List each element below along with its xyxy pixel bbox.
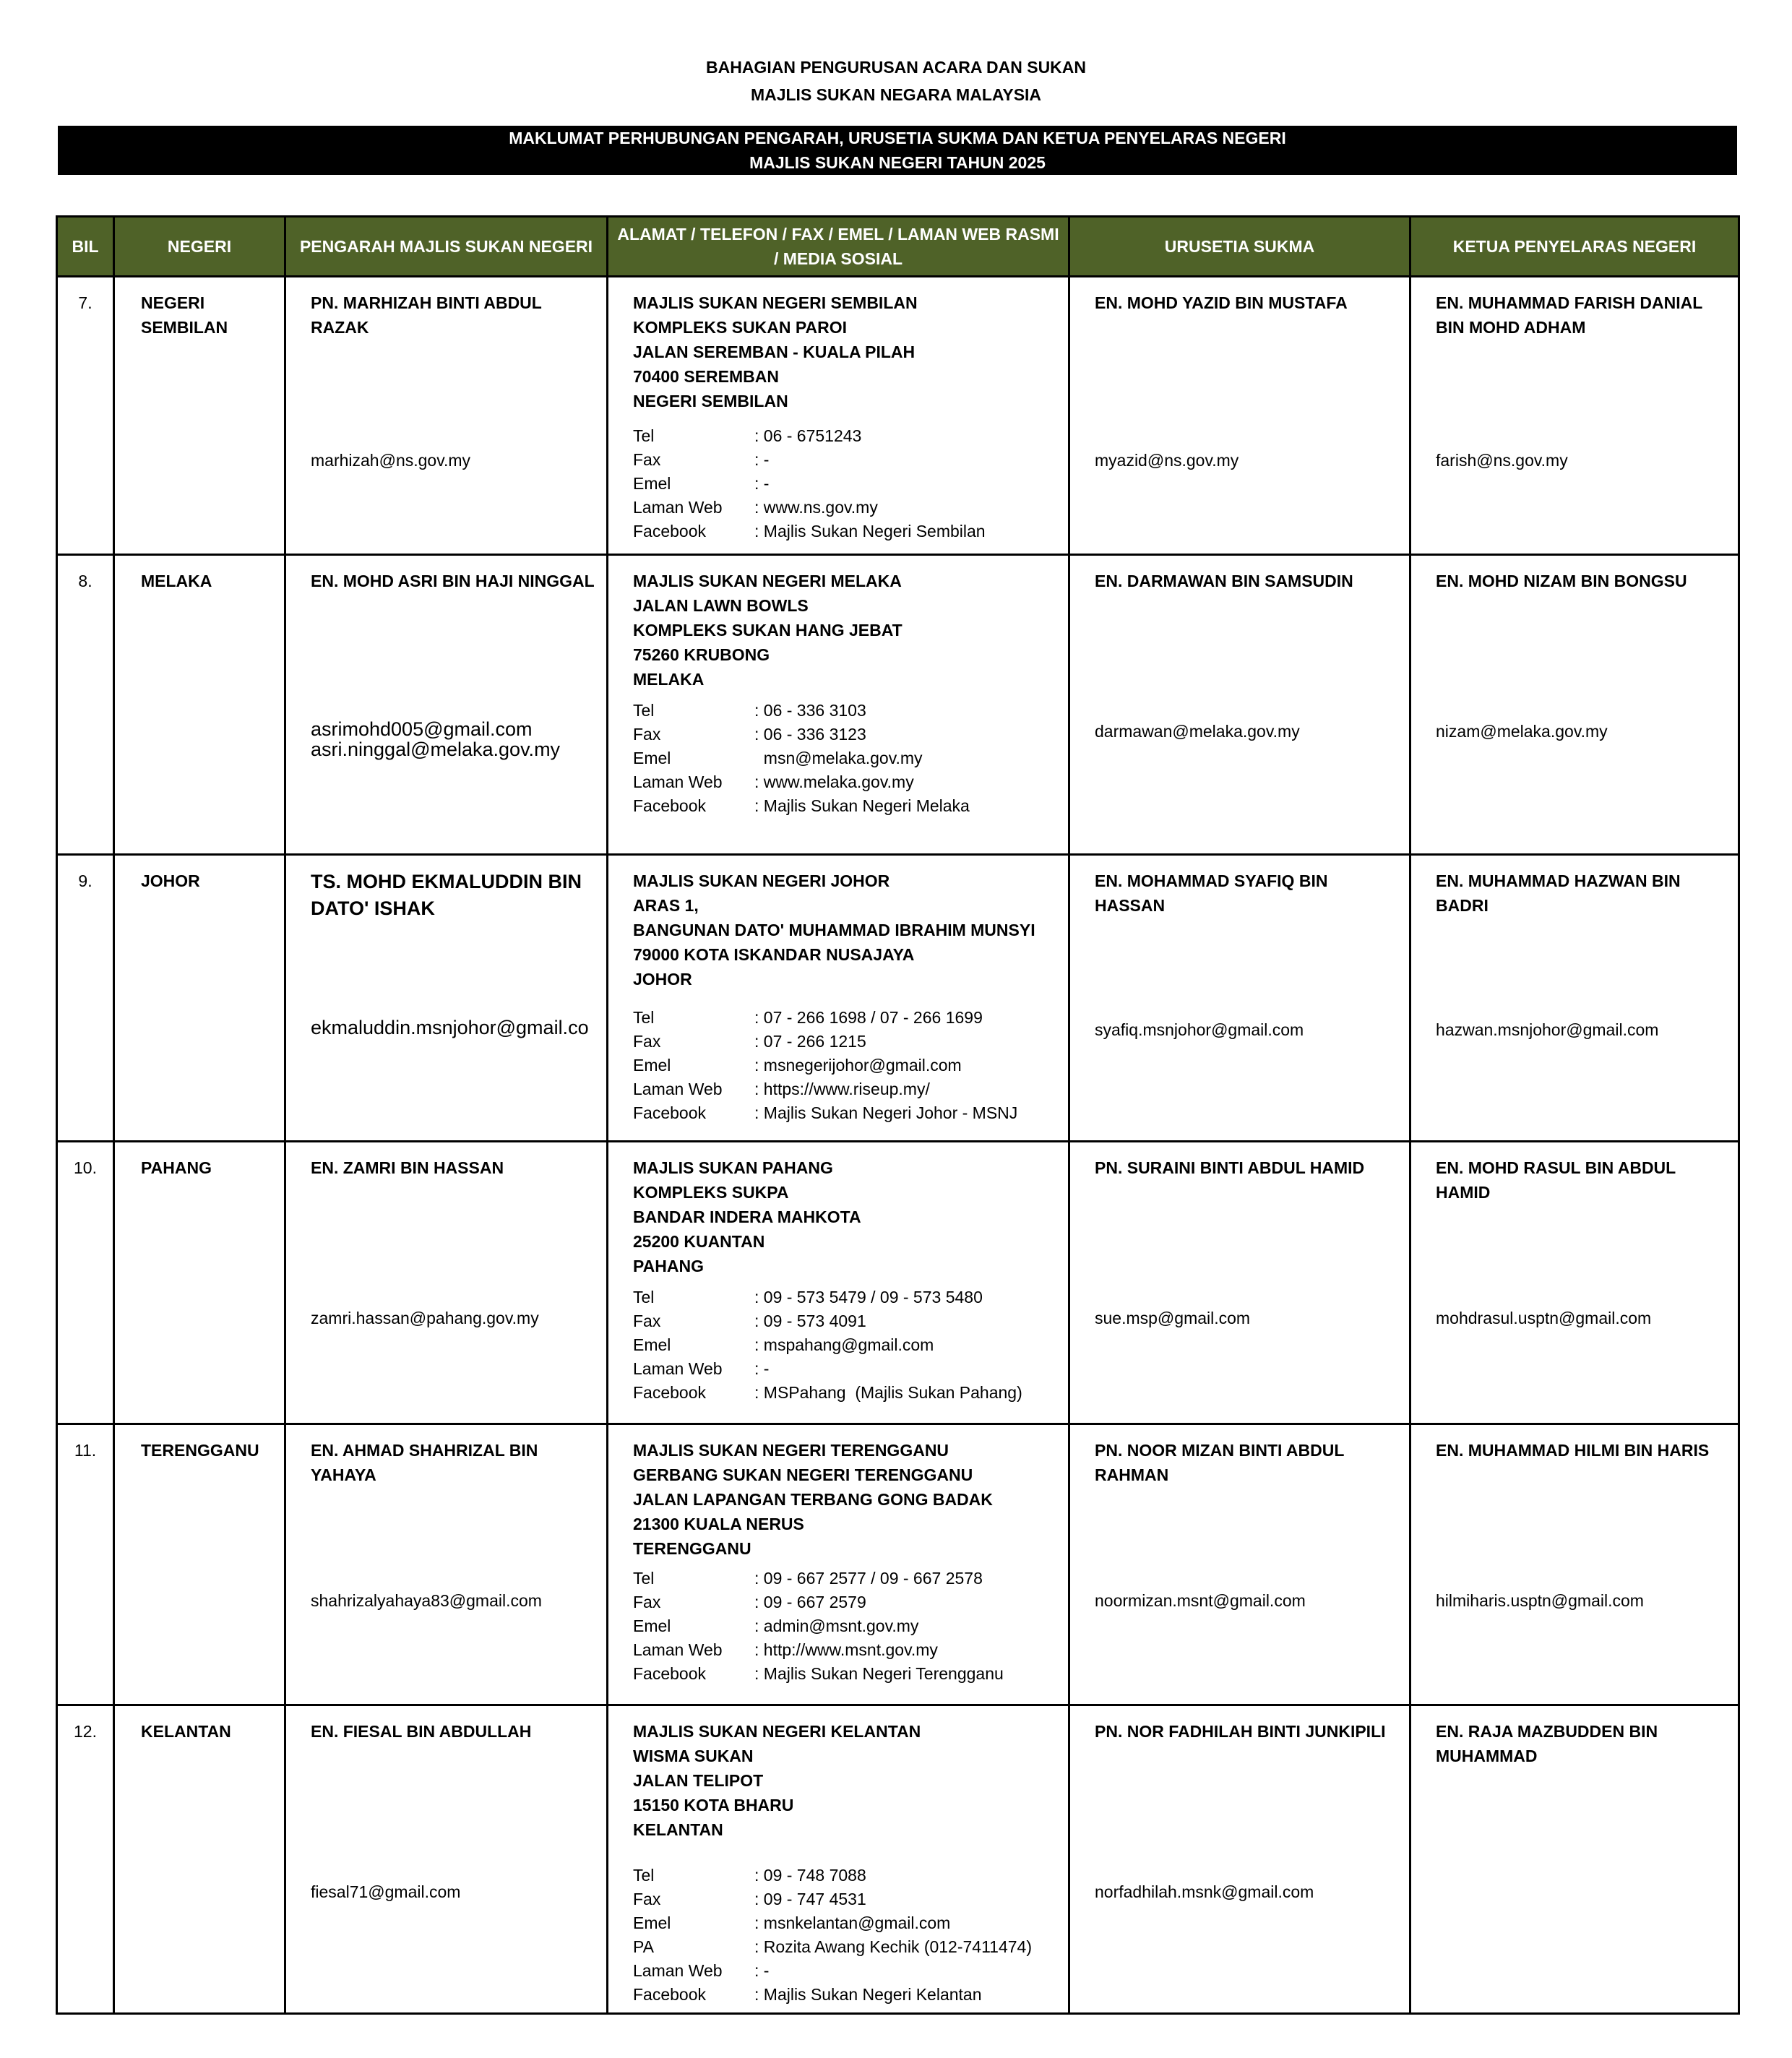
contact-label: Laman Web — [633, 1080, 723, 1098]
cell-ketua — [1410, 1424, 1739, 1705]
secretariat-email[interactable]: darmawan@melaka.gov.my — [1095, 722, 1300, 741]
contact-value[interactable]: : 06 - 336 3123 — [754, 725, 866, 744]
contact-label: Fax — [633, 1593, 661, 1611]
state-name: PAHANG — [141, 1158, 212, 1177]
contact-label: Facebook — [633, 1383, 707, 1402]
secretariat-name: EN. MOHAMMAD SYAFIQ BIN HASSAN — [1095, 871, 1328, 915]
contact-value[interactable]: : MSPahang (Majlis Sukan Pahang) — [754, 1383, 1022, 1402]
contact-row — [633, 1864, 1062, 1887]
coordinator-name: EN. RAJA MAZBUDDEN BIN MUHAMMAD — [1436, 1722, 1658, 1765]
contact-row — [633, 1309, 1062, 1333]
contact-row — [633, 1006, 1062, 1030]
secretariat-email[interactable]: syafiq.msnjohor@gmail.com — [1095, 1020, 1304, 1039]
contact-label: Emel — [633, 1913, 671, 1932]
contact-value[interactable]: : Majlis Sukan Negeri Sembilan — [754, 522, 986, 541]
col-header-pengarah: PENGARAH MAJLIS SUKAN NEGERI — [285, 217, 608, 277]
contact-label: Tel — [633, 1008, 655, 1027]
address-line: 70400 SEREMBAN — [633, 367, 779, 386]
director-name: TS. MOHD EKMALUDDIN BIN DATO' ISHAK — [311, 871, 582, 919]
director-email[interactable]: zamri.hassan@pahang.gov.my — [311, 1309, 539, 1327]
contact-value[interactable]: : 09 - 667 2579 — [754, 1593, 866, 1611]
row-number: 9. — [78, 871, 92, 890]
director-name: PN. MARHIZAH BINTI ABDUL RAZAK — [311, 293, 542, 337]
secretariat-name: PN. NOR FADHILAH BINTI JUNKIPILI — [1095, 1722, 1386, 1741]
contact-label: Fax — [633, 1890, 661, 1908]
row-number: 8. — [78, 572, 92, 590]
contact-row — [633, 723, 1062, 746]
contact-row — [633, 1662, 1062, 1686]
address-line: MELAKA — [633, 670, 705, 689]
address-line: GERBANG SUKAN NEGERI TERENGGANU — [633, 1465, 973, 1484]
table-row — [57, 1142, 1739, 1424]
coordinator-name: EN. MUHAMMAD HAZWAN BIN BADRI — [1436, 871, 1681, 915]
cell-ketua — [1410, 1142, 1739, 1424]
contacts-table — [56, 215, 1740, 2015]
col-header-bil: BIL — [57, 217, 114, 277]
contact-label: Emel — [633, 1056, 671, 1075]
contact-value[interactable]: : msnkelantan@gmail.com — [754, 1913, 951, 1932]
banner-line2: MAJLIS SUKAN NEGERI TAHUN 2025 — [749, 153, 1046, 172]
address-line: 75260 KRUBONG — [633, 645, 770, 664]
contact-value[interactable]: : Majlis Sukan Negeri Kelantan — [754, 1985, 982, 2004]
cell-negeri — [114, 1705, 285, 2014]
contact-label: Tel — [633, 701, 655, 720]
table-row — [57, 1705, 1739, 2014]
contact-row — [633, 496, 1062, 520]
address-line: ARAS 1, — [633, 896, 699, 915]
contact-value[interactable]: : msnegerijohor@gmail.com — [754, 1056, 962, 1075]
director-email-secondary[interactable]: asri.ninggal@melaka.gov.my — [311, 739, 561, 760]
contact-label: Facebook — [633, 1985, 707, 2004]
cell-urusetia — [1069, 555, 1410, 855]
address-line: KOMPLEKS SUKAN HANG JEBAT — [633, 621, 903, 640]
contact-label: Laman Web — [633, 1640, 723, 1659]
coordinator-email[interactable]: hilmiharis.usptn@gmail.com — [1436, 1591, 1644, 1610]
contact-value[interactable]: : 09 - 748 7088 — [754, 1866, 866, 1885]
director-name: EN. ZAMRI BIN HASSAN — [311, 1158, 504, 1177]
contact-value[interactable]: : - — [754, 474, 770, 493]
banner-line1: MAKLUMAT PERHUBUNGAN PENGARAH, URUSETIA SUKMA DAN KETUA PENYELARAS NEGERI — [509, 129, 1286, 147]
contact-details — [608, 1006, 1068, 1125]
contact-row — [633, 746, 1062, 770]
cell-alamat — [608, 1424, 1069, 1705]
contact-row — [633, 1077, 1062, 1101]
cell-pengarah — [285, 277, 608, 555]
address-line: NEGERI SEMBILAN — [633, 392, 788, 410]
cell-ketua — [1410, 277, 1739, 555]
address-line: MAJLIS SUKAN PAHANG — [633, 1158, 833, 1177]
contact-value[interactable]: : www.ns.gov.my — [754, 498, 878, 517]
cell-urusetia — [1069, 1142, 1410, 1424]
address-line: KOMPLEKS SUKPA — [633, 1183, 789, 1202]
address-line: TERENGGANU — [633, 1539, 751, 1558]
secretariat-email[interactable]: norfadhilah.msnk@gmail.com — [1095, 1882, 1314, 1901]
address-line: JALAN TELIPOT — [633, 1771, 764, 1790]
contact-label: Emel — [633, 1335, 671, 1354]
table-row — [57, 277, 1739, 555]
director-name: EN. AHMAD SHAHRIZAL BIN YAHAYA — [311, 1441, 538, 1484]
col-header-ketua: KETUA PENYELARAS NEGERI — [1410, 217, 1739, 277]
contact-value[interactable]: : mspahang@gmail.com — [754, 1335, 934, 1354]
secretariat-email[interactable]: noormizan.msnt@gmail.com — [1095, 1591, 1306, 1610]
cell-ketua — [1410, 1705, 1739, 2014]
director-name: EN. FIESAL BIN ABDULLAH — [311, 1722, 532, 1741]
contact-label: Facebook — [633, 522, 707, 541]
contact-row — [633, 1959, 1062, 1983]
address-line: 25200 KUANTAN — [633, 1232, 765, 1251]
address-line: MAJLIS SUKAN NEGERI MELAKA — [633, 572, 902, 590]
address-line: KELANTAN — [633, 1820, 723, 1839]
director-email[interactable]: ekmaluddin.msnjohor@gmail.co — [311, 1017, 589, 1038]
contact-value[interactable]: : - — [754, 1359, 770, 1378]
address-line: 79000 KOTA ISKANDAR NUSAJAYA — [633, 945, 915, 964]
address-line: 15150 KOTA BHARU — [633, 1796, 794, 1814]
table-row — [57, 555, 1739, 855]
contact-value[interactable]: : - — [754, 450, 770, 469]
contact-details — [608, 424, 1068, 543]
cell-alamat — [608, 1705, 1069, 2014]
director-email[interactable]: marhizah@ns.gov.my — [311, 451, 471, 470]
state-name: JOHOR — [141, 871, 200, 890]
cell-negeri — [114, 1424, 285, 1705]
contact-value[interactable]: : http://www.msnt.gov.my — [754, 1640, 938, 1659]
contact-row — [633, 699, 1062, 723]
cell-pengarah — [285, 855, 608, 1142]
cell-negeri — [114, 1142, 285, 1424]
cell-pengarah — [285, 1705, 608, 2014]
contact-details — [608, 1864, 1068, 2007]
cell-ketua — [1410, 555, 1739, 855]
coordinator-name: EN. MUHAMMAD HILMI BIN HARIS — [1436, 1441, 1710, 1460]
coordinator-email[interactable]: nizam@melaka.gov.my — [1436, 722, 1608, 741]
secretariat-email[interactable]: sue.msp@gmail.com — [1095, 1309, 1251, 1327]
coordinator-name: EN. MOHD NIZAM BIN BONGSU — [1436, 572, 1687, 590]
contact-label: Laman Web — [633, 498, 723, 517]
cell-bil — [57, 1424, 114, 1705]
contact-label: Emel — [633, 749, 671, 767]
contact-value[interactable]: : 06 - 6751243 — [754, 426, 862, 445]
director-email[interactable]: shahrizalyahaya83@gmail.com — [311, 1591, 542, 1610]
col-header-alamat: ALAMAT / TELEFON / FAX / EMEL / LAMAN WEB RASMI / MEDIA SOSIAL — [608, 217, 1069, 277]
contact-row — [633, 1381, 1062, 1405]
contact-row — [633, 1887, 1062, 1911]
contact-value[interactable]: : 07 - 266 1698 / 07 - 266 1699 — [754, 1008, 983, 1027]
contact-label: Fax — [633, 1312, 661, 1330]
contact-row — [633, 520, 1062, 543]
address-line: MAJLIS SUKAN NEGERI SEMBILAN — [633, 293, 918, 312]
secretariat-name: EN. MOHD YAZID BIN MUSTAFA — [1095, 293, 1348, 312]
contact-row — [633, 770, 1062, 794]
contact-label: Fax — [633, 1032, 661, 1051]
secretariat-name: PN. SURAINI BINTI ABDUL HAMID — [1095, 1158, 1365, 1177]
address-line: BANDAR INDERA MAHKOTA — [633, 1207, 861, 1226]
contact-row — [633, 1333, 1062, 1357]
contact-row — [633, 1935, 1062, 1959]
contact-row — [633, 1614, 1062, 1638]
state-name: TERENGGANU — [141, 1441, 259, 1460]
contact-value[interactable]: : 09 - 573 4091 — [754, 1312, 866, 1330]
contact-row — [633, 1030, 1062, 1054]
contact-value[interactable]: : 07 - 266 1215 — [754, 1032, 866, 1051]
secretariat-email[interactable]: myazid@ns.gov.my — [1095, 451, 1239, 470]
table-row — [57, 1424, 1739, 1705]
cell-bil — [57, 277, 114, 555]
contact-label: Fax — [633, 725, 661, 744]
contact-value[interactable]: msn@melaka.gov.my — [754, 749, 923, 767]
contact-label: Fax — [633, 450, 661, 469]
address-line: PAHANG — [633, 1257, 704, 1275]
contact-value[interactable]: : Rozita Awang Kechik (012-7411474) — [754, 1937, 1033, 1956]
director-email[interactable]: fiesal71@gmail.com — [311, 1882, 461, 1901]
contact-label: PA — [633, 1937, 654, 1956]
contact-value[interactable]: : Majlis Sukan Negeri Johor - MSNJ — [754, 1103, 1018, 1122]
cell-pengarah — [285, 555, 608, 855]
address-line: JALAN LAPANGAN TERBANG GONG BADAK — [633, 1490, 993, 1509]
address-line: MAJLIS SUKAN NEGERI KELANTAN — [633, 1722, 921, 1741]
contact-row — [633, 1357, 1062, 1381]
contact-row — [633, 1590, 1062, 1614]
coordinator-name: EN. MUHAMMAD FARISH DANIAL BIN MOHD ADHAM — [1436, 293, 1702, 337]
table-header-row — [57, 217, 1739, 277]
state-name: KELANTAN — [141, 1722, 231, 1741]
contact-label: Facebook — [633, 796, 707, 815]
contact-label: Tel — [633, 1866, 655, 1885]
contact-value[interactable]: : 09 - 667 2577 / 09 - 667 2578 — [754, 1569, 983, 1588]
contact-row — [633, 1054, 1062, 1077]
contact-value[interactable]: : admin@msnt.gov.my — [754, 1616, 919, 1635]
coordinator-email[interactable]: hazwan.msnjohor@gmail.com — [1436, 1020, 1659, 1039]
director-email[interactable]: asrimohd005@gmail.com — [311, 718, 533, 740]
title-banner — [58, 126, 1737, 175]
director-name: EN. MOHD ASRI BIN HAJI NINGGAL — [311, 572, 595, 590]
cell-alamat — [608, 277, 1069, 555]
address-line: JALAN LAWN BOWLS — [633, 596, 809, 615]
row-number: 11. — [74, 1441, 97, 1460]
contact-value[interactable]: : - — [754, 1961, 770, 1980]
address-line: WISMA SUKAN — [633, 1747, 754, 1765]
contact-row — [633, 1286, 1062, 1309]
col-header-urusetia: URUSETIA SUKMA — [1069, 217, 1410, 277]
address-line: MAJLIS SUKAN NEGERI JOHOR — [633, 871, 890, 890]
contact-label: Facebook — [633, 1664, 707, 1683]
secretariat-name: EN. DARMAWAN BIN SAMSUDIN — [1095, 572, 1353, 590]
contact-details — [608, 1286, 1068, 1405]
contact-value[interactable]: : Majlis Sukan Negeri Terengganu — [754, 1664, 1004, 1683]
state-name: MELAKA — [141, 572, 212, 590]
contact-row — [633, 1638, 1062, 1662]
address-line: 21300 KUALA NERUS — [633, 1515, 804, 1533]
address-line: JALAN SEREMBAN - KUALA PILAH — [633, 343, 916, 361]
row-number: 10. — [74, 1158, 97, 1177]
contact-row — [633, 1983, 1062, 2007]
contact-row — [633, 472, 1062, 496]
contact-label: Laman Web — [633, 1359, 723, 1378]
cell-negeri — [114, 555, 285, 855]
coordinator-email[interactable]: mohdrasul.usptn@gmail.com — [1436, 1309, 1652, 1327]
address-line: MAJLIS SUKAN NEGERI TERENGGANU — [633, 1441, 949, 1460]
contact-details — [608, 699, 1068, 818]
contact-label: Tel — [633, 426, 655, 445]
cell-alamat — [608, 1142, 1069, 1424]
address-line: KOMPLEKS SUKAN PAROI — [633, 318, 848, 337]
contact-label: Tel — [633, 1569, 655, 1588]
row-number: 12. — [74, 1722, 97, 1741]
cell-negeri — [114, 855, 285, 1142]
contact-label: Emel — [633, 1616, 671, 1635]
cell-bil — [57, 555, 114, 855]
contact-label: Emel — [633, 474, 671, 493]
document-header-line2: MAJLIS SUKAN NEGARA MALAYSIA — [750, 85, 1042, 104]
contact-value[interactable]: : 06 - 336 3103 — [754, 701, 866, 720]
row-number: 7. — [78, 293, 92, 312]
contact-row — [633, 424, 1062, 448]
contact-row — [633, 794, 1062, 818]
cell-negeri — [114, 277, 285, 555]
contact-row — [633, 448, 1062, 472]
cell-pengarah — [285, 1424, 608, 1705]
address-line: BANGUNAN DATO' MUHAMMAD IBRAHIM MUNSYI — [633, 921, 1035, 939]
contact-label: Laman Web — [633, 772, 723, 791]
cell-urusetia — [1069, 855, 1410, 1142]
contact-label: Tel — [633, 1288, 655, 1306]
state-name: NEGERI SEMBILAN — [141, 293, 228, 337]
secretariat-name: PN. NOOR MIZAN BINTI ABDUL RAHMAN — [1095, 1441, 1344, 1484]
coordinator-email[interactable]: farish@ns.gov.my — [1436, 451, 1568, 470]
contact-value[interactable]: : 09 - 747 4531 — [754, 1890, 866, 1908]
contact-row — [633, 1567, 1062, 1590]
contact-value[interactable]: : Majlis Sukan Negeri Melaka — [754, 796, 970, 815]
cell-urusetia — [1069, 1705, 1410, 2014]
cell-ketua — [1410, 855, 1739, 1142]
cell-urusetia — [1069, 1424, 1410, 1705]
contact-row — [633, 1101, 1062, 1125]
cell-bil — [57, 1142, 114, 1424]
cell-alamat — [608, 555, 1069, 855]
cell-bil — [57, 855, 114, 1142]
contact-label: Laman Web — [633, 1961, 723, 1980]
contact-details — [608, 1567, 1068, 1686]
address-line: JOHOR — [633, 970, 692, 989]
coordinator-name: EN. MOHD RASUL BIN ABDUL HAMID — [1436, 1158, 1676, 1202]
contact-value[interactable]: : www.melaka.gov.my — [754, 772, 914, 791]
col-header-negeri: NEGERI — [114, 217, 285, 277]
cell-urusetia — [1069, 277, 1410, 555]
document-header-line1: BAHAGIAN PENGURUSAN ACARA DAN SUKAN — [705, 58, 1087, 77]
cell-bil — [57, 1705, 114, 2014]
cell-pengarah — [285, 1142, 608, 1424]
contact-value[interactable]: : https://www.riseup.my/ — [754, 1080, 930, 1098]
contact-label: Facebook — [633, 1103, 707, 1122]
contact-row — [633, 1911, 1062, 1935]
table-row — [57, 855, 1739, 1142]
contact-value[interactable]: : 09 - 573 5479 / 09 - 573 5480 — [754, 1288, 983, 1306]
cell-alamat — [608, 855, 1069, 1142]
